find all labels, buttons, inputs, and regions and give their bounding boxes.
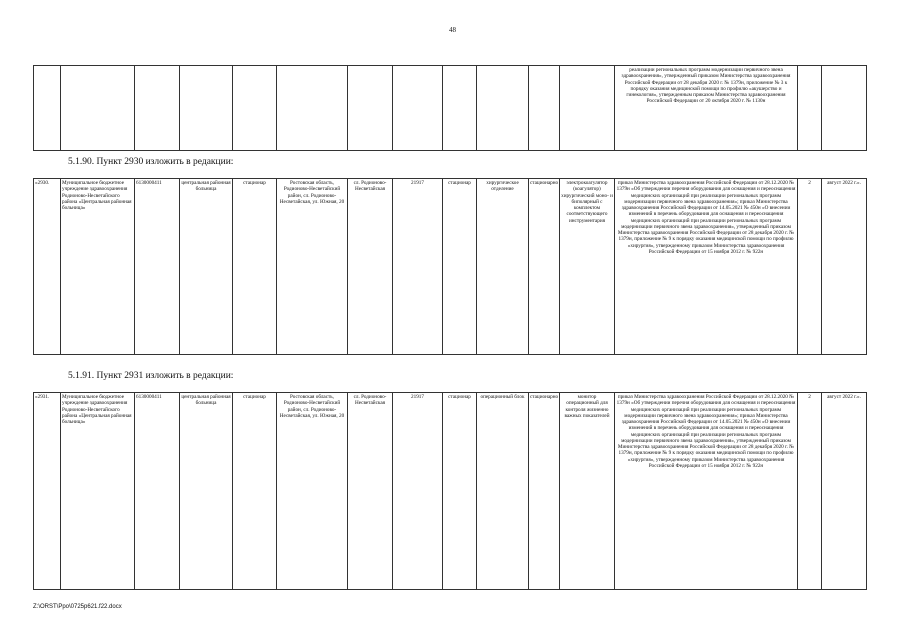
table-row-2930 — [33, 178, 867, 355]
footer-file-path: Z:\ORST\Ppo\0725p621.f22.docx — [33, 604, 122, 610]
section-heading: 5.1.91. Пункт 2931 изложить в редакции: — [68, 371, 234, 381]
care-form: стационарно — [529, 179, 560, 355]
table-row — [34, 66, 867, 151]
equipment: электрокоагулятор (коагулятор) хирургический моно- и биполярный с комплектом соответствующего инструментария — [560, 179, 615, 355]
department: операционный блок — [477, 393, 529, 590]
legal-basis: приказ Министерства здравоохранения Российской Федерации от 28.12.2020 № 1379н «Об утверждении перечня оборудования для оснащения и переоснащения медицинских организаций при реализации региональных программ модернизации первичного звена здравоохранения»; приказ Министерства здравоохранения Российской Федерации от 14.05.2021 № 450н «О внесении изменений в перечень оборудования для оснащения и переоснащения медицинских организаций при реализации региональных программ модернизации первичного звена здравоохранения», утвержденный приказом Министерства здравоохранения Российской Федерации от 28 декабря 2020 г. № 1379н, приложение № 9 к порядку оказания медицинской помощи по профилю «хирургия», утвержденному приказом Министерства здравоохранения Российской Федерации от 15 ноября 2012 г. № 922н — [615, 393, 798, 590]
settlement: сл. Родионово-Несветайская — [348, 179, 393, 355]
row-number: «2931. — [34, 393, 61, 590]
care-condition: стационар — [233, 393, 277, 590]
org-type: центральная районная больница — [180, 179, 233, 355]
equipment: монитор операционный для контроля жизненно важных показателей — [560, 393, 615, 590]
table-cell: реализации региональных программ модернизации первичного звена здравоохранения», утвержденный приказом Министерства здравоохранения Российской Федерации от 28 декабря 2020 г. № 1379н, приложение № 3 к порядку оказания медицинской помощи по профилю «акушерство и гинекология», утвержденным приказом Министерства здравоохранения Российской Федерации от 20 октября 2020 г. № 1130н — [615, 66, 798, 151]
address: Ростовская область, Родионово-Несветайский район, сл. Родионово-Несветайская, ул. Южная, 20 — [277, 393, 348, 590]
table-row — [34, 179, 867, 355]
page-number: 48 — [449, 26, 456, 34]
row-number: «2930. — [34, 179, 61, 355]
deadline: август 2022 г.». — [822, 393, 867, 590]
table-row — [34, 393, 867, 590]
table-continuation — [33, 65, 867, 151]
address: Ростовская область, Родионово-Несветайский район, сл. Родионово-Несветайская, ул. Южная, 20 — [277, 179, 348, 355]
care-form: стационарно — [529, 393, 560, 590]
care-condition: стационар — [233, 179, 277, 355]
inn: 6130000411 — [135, 179, 180, 355]
settlement: сл. Родионово-Несветайская — [348, 393, 393, 590]
deadline: август 2022 г.». — [822, 179, 867, 355]
department: хирургическое отделение — [477, 179, 529, 355]
quantity: 2 — [798, 393, 822, 590]
code: 21917 — [393, 179, 443, 355]
section-heading: 5.1.90. Пункт 2930 изложить в редакции: — [68, 157, 234, 167]
unit-type: стационар — [443, 179, 477, 355]
organization-name: Муниципальное бюджетное учреждение здравоохранения Родионово-Несветайского района «Центральная районная больница» — [61, 179, 135, 355]
table-row-2931 — [33, 392, 867, 590]
unit-type: стационар — [443, 393, 477, 590]
org-type: центральная районная больница — [180, 393, 233, 590]
code: 21917 — [393, 393, 443, 590]
inn: 6130000411 — [135, 393, 180, 590]
quantity: 2 — [798, 179, 822, 355]
legal-basis: приказ Министерства здравоохранения Российской Федерации от 28.12.2020 № 1379н «Об утверждении перечня оборудования для оснащения и переоснащения медицинских организаций при реализации региональных программ модернизации первичного звена здравоохранения»; приказ Министерства здравоохранения Российской Федерации от 14.05.2021 № 450н «О внесении изменений в перечень оборудования для оснащения и переоснащения медицинских организаций при реализации региональных программ модернизации первичного звена здравоохранения», утвержденный приказом Министерства здравоохранения Российской Федерации от 28 декабря 2020 г. № 1379н, приложение № 9 к порядку оказания медицинской помощи по профилю «хирургия», утвержденному приказом Министерства здравоохранения Российской Федерации от 15 ноября 2012 г. № 922н — [615, 179, 798, 355]
organization-name: Муниципальное бюджетное учреждение здравоохранения Родионово-Несветайского района «Центральная районная больница» — [61, 393, 135, 590]
